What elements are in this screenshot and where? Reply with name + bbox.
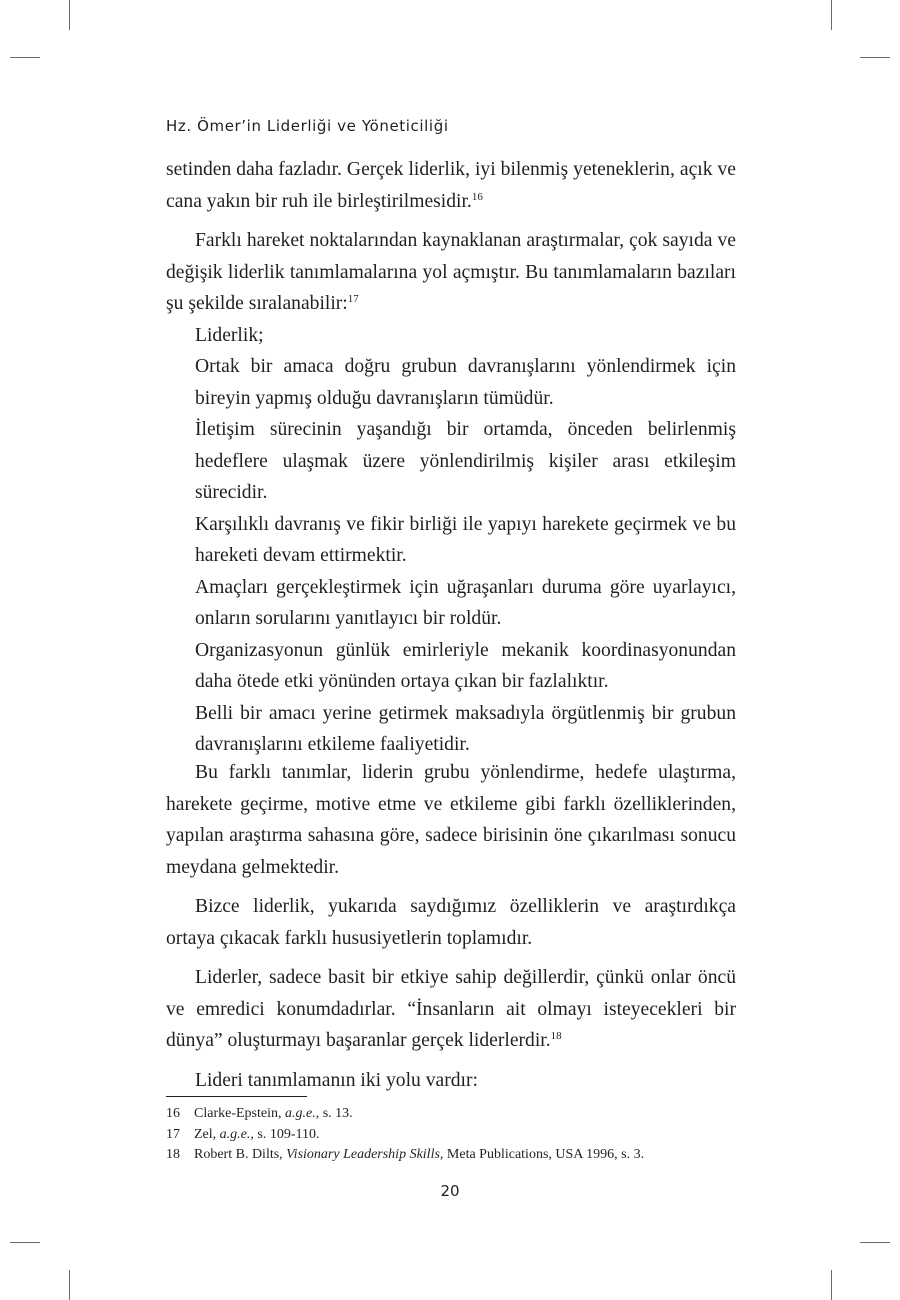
- footnote-rest: , s. 109-110.: [250, 1126, 320, 1142]
- footnote-title: a.g.e.: [284, 1106, 316, 1121]
- footnote-ref: 17: [347, 293, 359, 305]
- paragraph: [166, 154, 736, 217]
- footnote-title: a.g.e.: [219, 1126, 251, 1142]
- footnote-rest: , s. 13.: [315, 1106, 353, 1121]
- footnote-author: Zel,: [194, 1126, 220, 1142]
- footnote-ref: 16: [471, 190, 483, 203]
- footnote-author: Robert B. Dilts,: [194, 1147, 287, 1162]
- footnote-text: [194, 1125, 319, 1146]
- crop-mark-top-left: [69, 0, 70, 30]
- crop-mark-top-right: [831, 0, 832, 30]
- footnote-number: 16: [166, 1106, 180, 1121]
- definition-lead: Liderlik;: [195, 324, 264, 346]
- footnote-text: [194, 1145, 644, 1166]
- definition-item: İletişim sürecinin yaşandığı bir ortamda, önceden belirlenmiş hedeflere ulaşmak üzere yönlendirilmiş kişiler arası etkileşim sürecidir.: [195, 419, 736, 503]
- body-text-lower: [166, 757, 736, 1096]
- footnote-rest: , Meta Publications, USA 1996, s. 3.: [439, 1147, 645, 1162]
- paragraph: [166, 225, 736, 320]
- paragraph: [166, 962, 736, 1057]
- footnote-title: Visionary Leadership Skills: [286, 1147, 440, 1162]
- footnote-number: 18: [166, 1147, 180, 1162]
- crop-mark-bottom-left: [69, 1270, 70, 1300]
- definition-item: Belli bir amacı yerine getirmek maksadıyla örgütlenmiş bir grubun davranışlarını etkileme faaliyetidir.: [195, 702, 736, 755]
- footnote: [166, 1104, 746, 1125]
- paragraph: Bu farklı tanımlar, liderin grubu yönlendirme, hedefe ulaştırma, harekete geçirme, motive etme ve etkileme gibi farklı özelliklerinden, yapılan araştırma sahasına göre, sadece birisinin öne çıkarılması sonucu meydana gelmektedir.: [166, 762, 736, 878]
- body-text: [166, 154, 736, 761]
- crop-mark-left-lower: [10, 1242, 40, 1243]
- definition-item: Organizasyonun günlük emirleriyle mekanik koordinasyonundan daha ötede etki yönünden ortaya çıkan bir fazlalıktır.: [195, 639, 736, 692]
- crop-mark-right-upper: [860, 57, 890, 58]
- paragraph-text: Farklı hareket noktalarından kaynaklanan araştırmalar, çok sayıda ve değişik liderlik tanımlamalarına yol açmıştır. Bu tanımlamaların bazıları şu şekilde sıralanabilir:: [166, 230, 736, 314]
- paragraph-text: setinden daha fazladır. Gerçek liderlik, iyi bilenmiş yeteneklerin, açık ve cana yakın bir ruh ile birleştirilmesidir.: [166, 159, 736, 212]
- definition-item: Ortak bir amaca doğru grubun davranışlarını yönlendirmek için bireyin yapmış olduğu davranışların tümüdür.: [195, 356, 736, 409]
- footnote: [166, 1125, 746, 1146]
- crop-mark-bottom-right: [831, 1270, 832, 1300]
- crop-mark-right-lower: [860, 1242, 890, 1243]
- footnote-author: Clarke-Epstein,: [194, 1106, 285, 1121]
- footnote-rule: [166, 1096, 307, 1097]
- definition-item: Amaçları gerçekleştirmek için uğraşanları duruma göre uyarlayıcı, onların sorularını yanıtlayıcı bir roldür.: [195, 576, 736, 629]
- crop-mark-left-upper: [10, 57, 40, 58]
- footnotes: [166, 1104, 746, 1166]
- paragraph-text: Liderler, sadece basit bir etkiye sahip değillerdir, çünkü onlar öncü ve emredici konumdadırlar. “İnsanların ait olmayı isteyecekleri bir dünya” oluşturmayı başaranlar gerçek liderlerdir.: [166, 967, 736, 1051]
- paragraph: Bizce liderlik, yukarıda saydığımız özelliklerin ve araştırdıkça ortaya çıkacak farklı hususiyetlerin toplamıdır.: [166, 896, 736, 949]
- paragraph: Lideri tanımlamanın iki yolu vardır:: [195, 1069, 478, 1091]
- footnote-number: 17: [166, 1126, 180, 1142]
- footnote-text: [194, 1104, 353, 1125]
- definition-item: Karşılıklı davranış ve fikir birliği ile yapıyı harekete geçirmek ve bu hareketi devam ettirmektir.: [195, 513, 736, 566]
- page-number: 20: [440, 1182, 460, 1200]
- footnote-ref: 18: [550, 1030, 562, 1042]
- footnote: [166, 1145, 746, 1166]
- running-head: Hz. Ömer’in Liderliği ve Yöneticiliği: [166, 117, 449, 135]
